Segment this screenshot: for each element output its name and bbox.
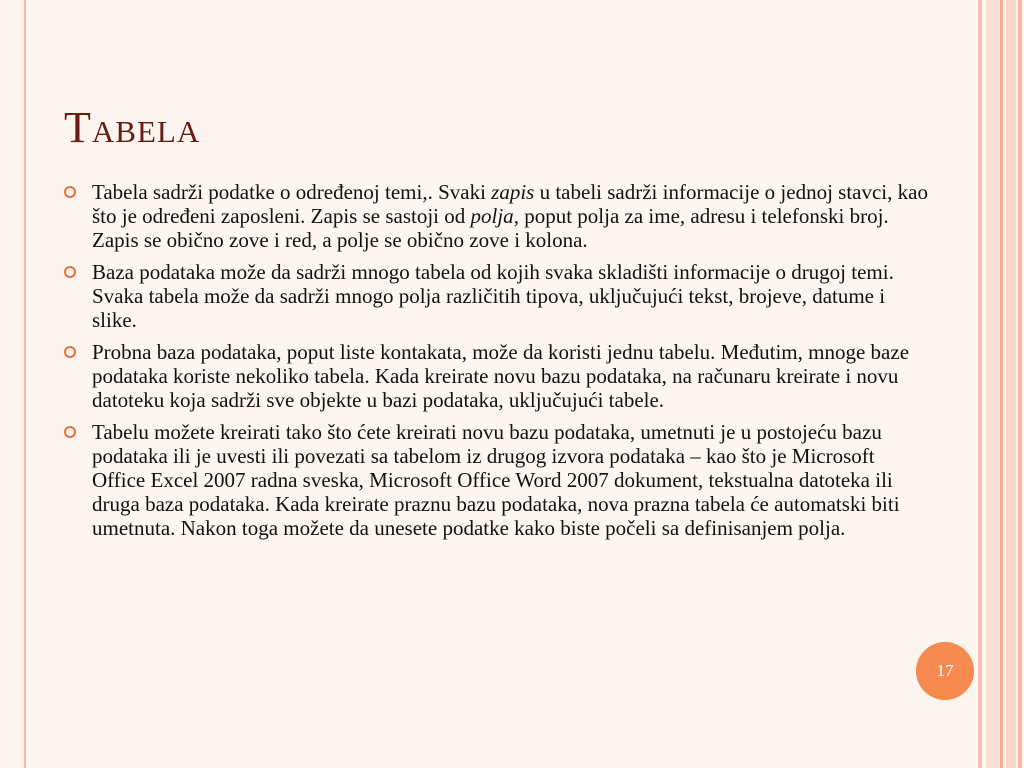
page-number-badge: 17 [916, 642, 974, 700]
right-border-decoration [978, 0, 1024, 768]
slide-title: Tabela [64, 103, 201, 152]
bullet-text: Tabela sadrži podatke o određenoj temi,. Svaki [92, 180, 492, 204]
bullet-text: , poput polja za ime, adresu i telefonski broj. Zapis se obično zove i red, a polje se obično zove i kolona. [92, 204, 889, 252]
bullet-circle-icon [64, 186, 76, 198]
bullet-circle-icon [64, 266, 76, 278]
bullet-item [62, 260, 932, 332]
bullet-item [62, 340, 932, 412]
bullet-item [62, 180, 932, 252]
bullet-text: u tabeli sadrži informacije o jednoj stavci, kao što je određeni zaposleni. Zapis se sastoji od [92, 180, 928, 228]
bullet-circle-icon [64, 346, 76, 358]
bullet-text: Baza podataka može da sadrži mnogo tabela od kojih svaka skladišti informacije o drugoj temi. Svaka tabela može da sadrži mnogo polja različitih tipova, uključujući tekst, brojeve, datume i slike. [92, 260, 894, 332]
bullet-list [62, 180, 932, 548]
left-border-decoration [0, 0, 26, 768]
bullet-emphasis: zapis [491, 180, 535, 204]
bullet-text: Probna baza podataka, poput liste kontakata, može da koristi jednu tabelu. Međutim, mnoge baze podataka koriste nekoliko tabela. Kada kreirate novu bazu podataka, na računaru kreirate i novu datoteku koja sadrži sve objekte u bazi podataka, uključujući tabele. [92, 340, 910, 412]
bullet-item [62, 420, 932, 540]
bullet-circle-icon [64, 426, 76, 438]
bullet-emphasis: polja [470, 204, 514, 228]
bullet-text: Tabelu možete kreirati tako što ćete kreirati novu bazu podataka, umetnuti je u postojeću bazu podataka ili je uvesti ili povezati sa tabelom iz drugog izvora podataka – kao što je Microsoft Office Excel 2007 radna sveska, Microsoft Office Word 2007 dokument, tekstualna datoteka ili druga baza podataka. Kada kreirate praznu bazu podataka, nova prazna tabela će automatski biti umetnuta. Nakon toga možete da unesete podatke kako biste počeli sa definisanjem polja. [92, 420, 900, 540]
